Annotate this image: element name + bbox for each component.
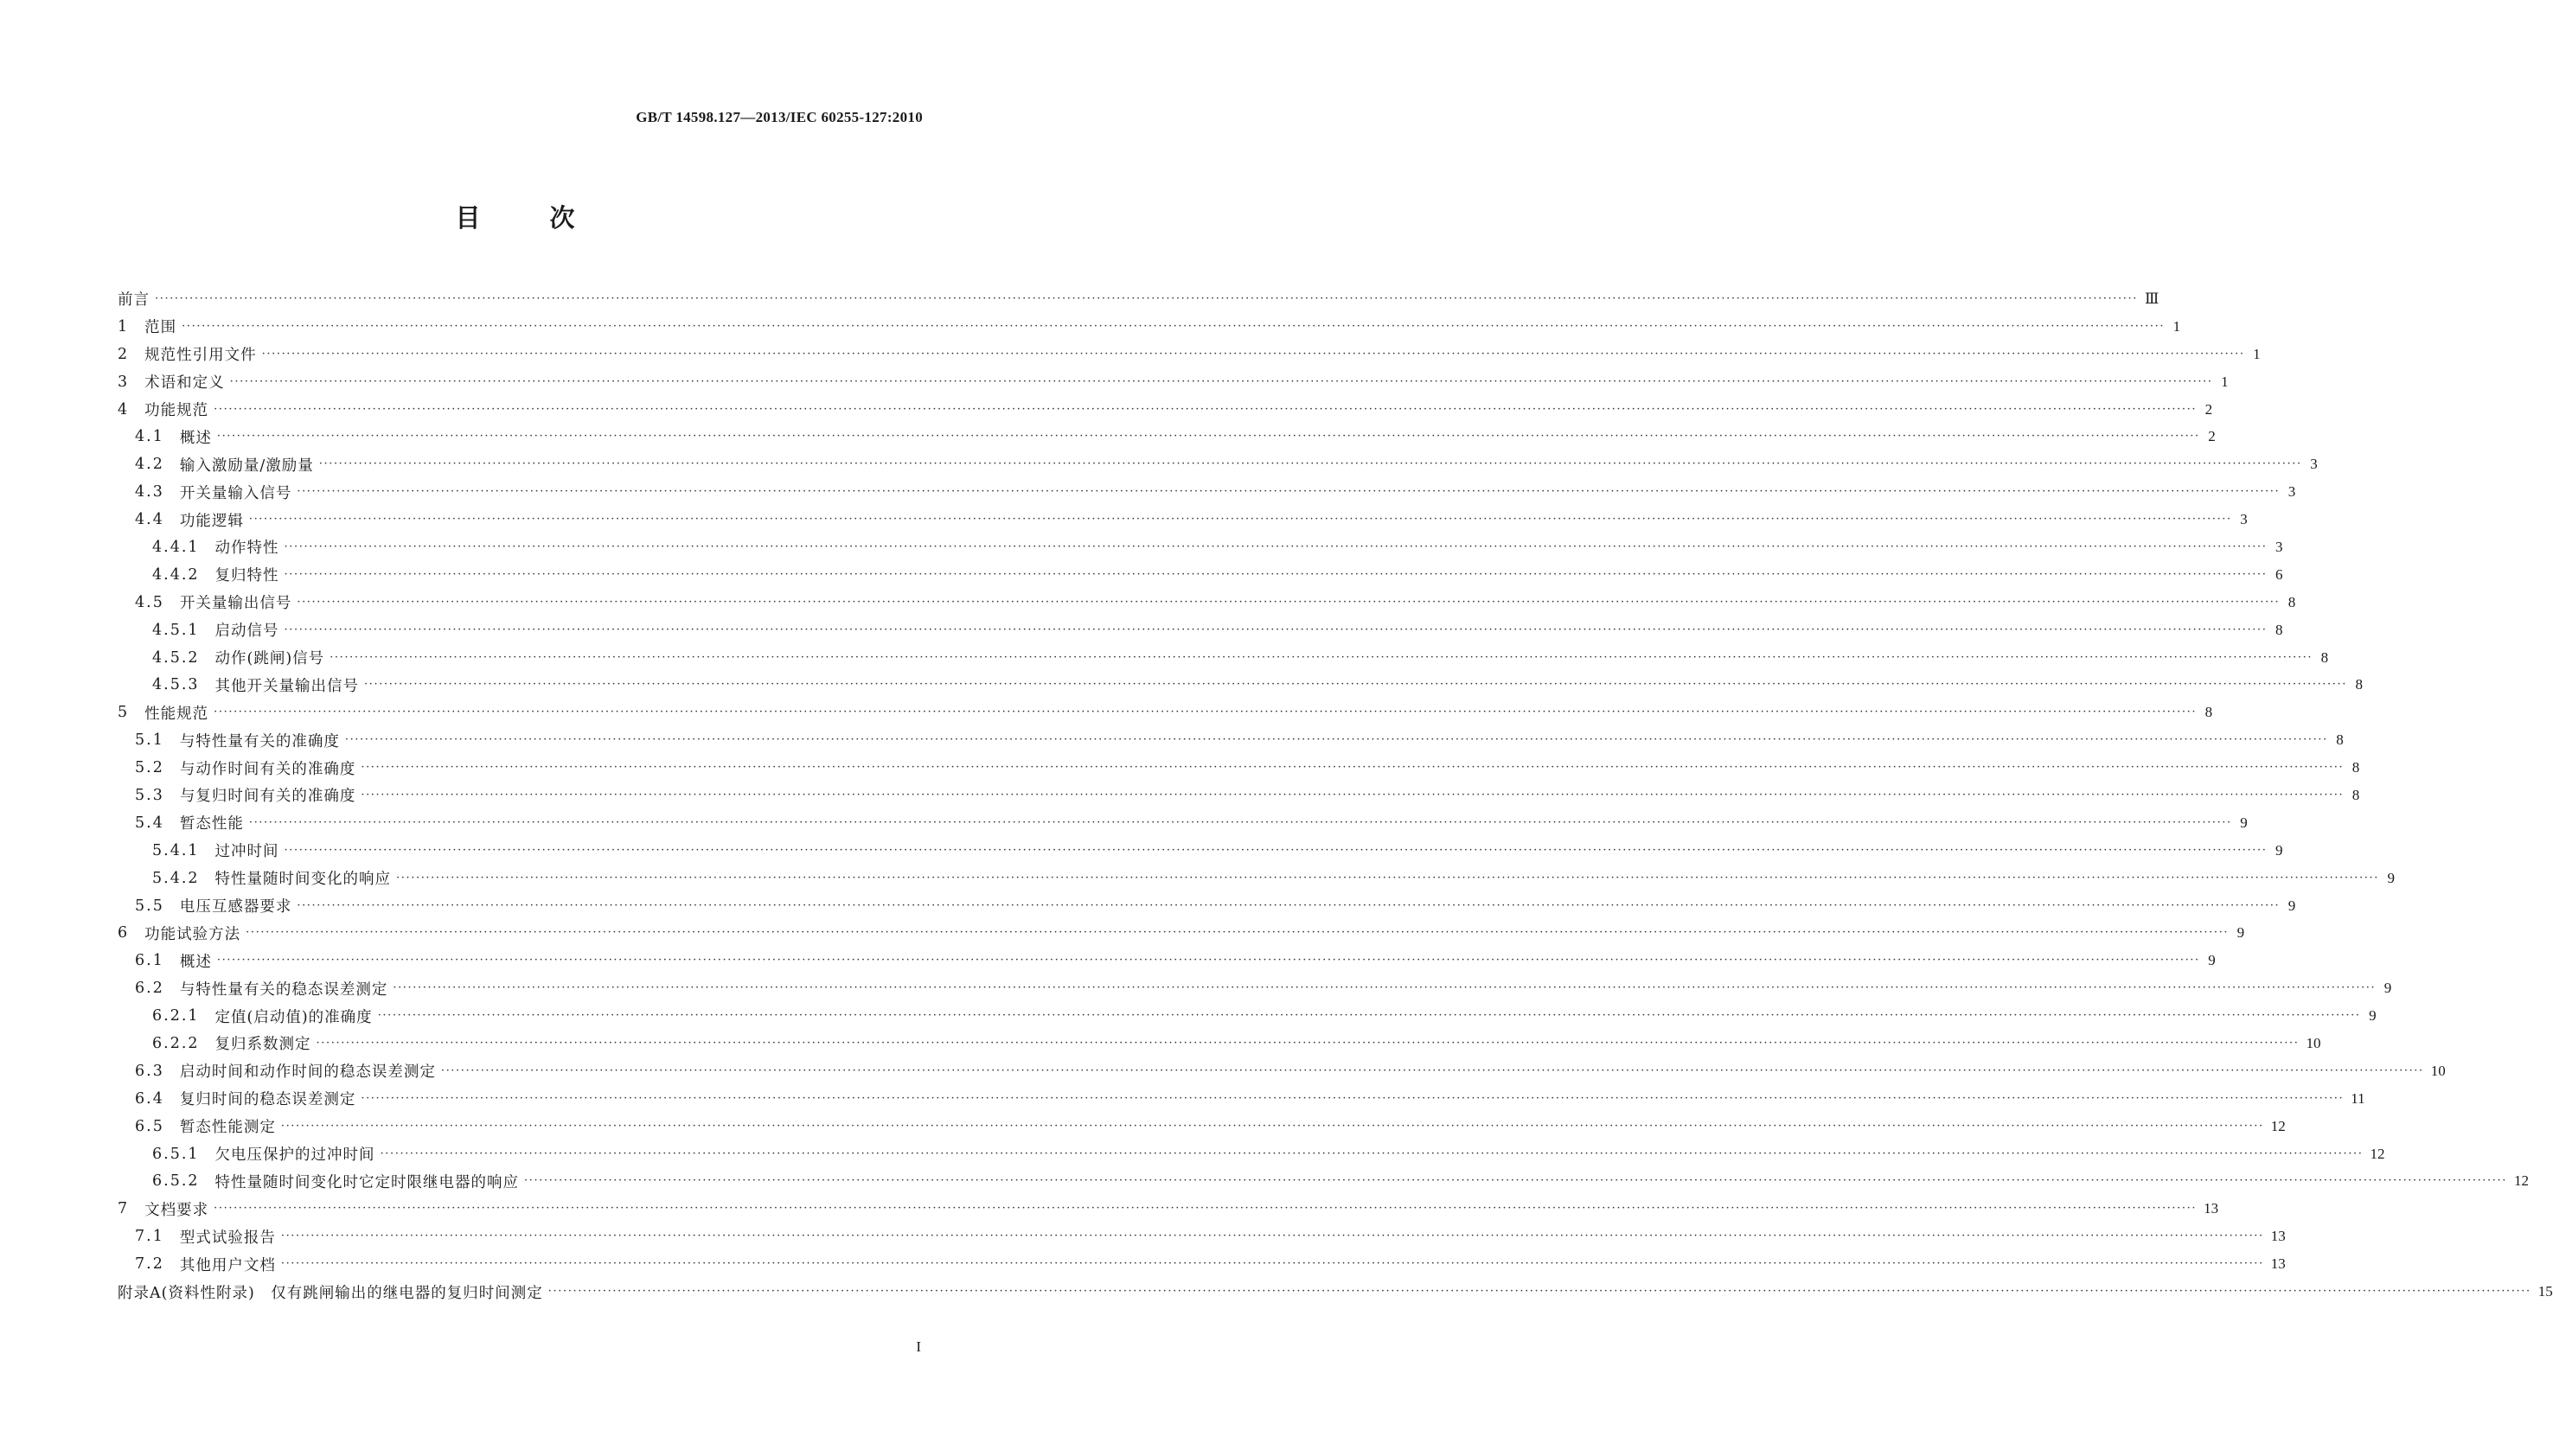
toc-entry-page: 8 bbox=[2204, 704, 2213, 721]
toc-entry-number: 6.2 bbox=[135, 980, 164, 998]
toc-entry-number: 7.1 bbox=[135, 1228, 164, 1246]
toc-entry-label: 过冲时间 bbox=[214, 843, 279, 861]
toc-entry[interactable] bbox=[118, 974, 2392, 1002]
toc-entry-label: 动作特性 bbox=[214, 540, 279, 558]
toc-entry-label: 启动信号 bbox=[214, 623, 279, 641]
toc-entry-number: 6 bbox=[118, 924, 130, 942]
toc-entry-page: 2 bbox=[2204, 400, 2213, 418]
toc-entry[interactable] bbox=[118, 1030, 2321, 1057]
toc-entry-label: 功能逻辑 bbox=[179, 512, 244, 530]
toc-entry-label: 概述 bbox=[179, 429, 212, 447]
toc-entry-number: 4.2 bbox=[135, 456, 164, 474]
toc-entry-number: 5.4.1 bbox=[152, 841, 200, 859]
toc-leader-dots: ················································································································································································································································································································································································································ bbox=[297, 485, 2281, 499]
toc-entry-number: 6.5.2 bbox=[152, 1172, 200, 1191]
toc-entry-page: 9 bbox=[2387, 869, 2395, 886]
toc-entry[interactable] bbox=[118, 506, 2248, 533]
toc-entry[interactable] bbox=[118, 644, 2329, 672]
toc-entry-label: 其他开关量输出信号 bbox=[214, 677, 360, 695]
toc-entry[interactable] bbox=[118, 561, 2283, 589]
toc-entry-page: 8 bbox=[2275, 621, 2283, 638]
toc-entry-number: 6.2.2 bbox=[152, 1034, 200, 1052]
toc-leader-dots: ················································································································································································································································································································································································································ bbox=[248, 815, 2232, 829]
toc-leader-dots: ················································································································································································································································································································································································································ bbox=[344, 733, 2328, 747]
toc-entry-label: 功能试验方法 bbox=[144, 925, 241, 943]
page-title bbox=[0, 199, 1030, 234]
toc-leader-dots: ················································································································································································································································································································································································································ bbox=[214, 1202, 2198, 1216]
toc-entry-label: 附录A(资料性附录) 仅有跳闸输出的继电器的复归时间测定 bbox=[118, 1284, 543, 1302]
toc-entry-label: 范围 bbox=[144, 319, 177, 337]
toc-entry[interactable] bbox=[118, 1168, 2529, 1196]
toc-leader-dots: ················································································································································································································································································································································································································ bbox=[280, 1119, 2264, 1133]
toc-entry[interactable] bbox=[118, 1085, 2365, 1113]
toc-entry[interactable] bbox=[118, 1195, 2219, 1223]
toc-entry-label: 输入激励量/激励量 bbox=[179, 457, 314, 475]
toc-leader-dots: ················································································································································································································································································································································································································ bbox=[330, 650, 2313, 664]
toc-entry[interactable] bbox=[118, 368, 2229, 396]
toc-entry[interactable] bbox=[118, 450, 2318, 478]
toc-entry-page: 1 bbox=[2253, 345, 2261, 362]
toc-entry-number: 6.2.1 bbox=[152, 1007, 200, 1025]
toc-entry[interactable] bbox=[118, 533, 2283, 561]
toc-entry-label: 电压互感器要求 bbox=[179, 898, 292, 916]
toc-entry[interactable] bbox=[118, 1113, 2286, 1140]
toc-entry-label: 其他用户文档 bbox=[179, 1256, 276, 1274]
toc-leader-dots: ················································································································································································································································································································································································································ bbox=[246, 926, 2230, 940]
toc-entry-number: 5.1 bbox=[135, 731, 164, 750]
toc-entry[interactable] bbox=[118, 892, 2296, 920]
toc-entry-page: 9 bbox=[2287, 897, 2296, 914]
table-of-contents bbox=[118, 285, 2553, 1306]
toc-entry-page: 3 bbox=[2275, 538, 2283, 555]
toc-entry-page: 11 bbox=[2351, 1089, 2365, 1107]
toc-entry-number: 5 bbox=[118, 704, 130, 722]
toc-entry-number: 6.3 bbox=[135, 1062, 164, 1080]
toc-leader-dots: ················································································································································································································································································································································································································ bbox=[248, 513, 2232, 527]
toc-leader-dots: ················································································································································································································································································································································································································ bbox=[380, 1146, 2364, 1160]
toc-entry-label: 暂态性能 bbox=[179, 815, 244, 833]
toc-entry-page: 12 bbox=[2370, 1145, 2385, 1162]
toc-entry-label: 与特性量有关的准确度 bbox=[179, 732, 340, 750]
toc-entry-number: 4.5 bbox=[135, 593, 164, 611]
toc-entry[interactable] bbox=[118, 782, 2360, 809]
toc-entry[interactable] bbox=[118, 671, 2363, 699]
toc-entry[interactable] bbox=[118, 809, 2248, 837]
toc-leader-dots: ················································································································································································································································································································································································································ bbox=[316, 1036, 2300, 1050]
toc-leader-dots: ················································································································································································································································································································································································································ bbox=[396, 871, 2379, 884]
toc-entry-label: 概述 bbox=[179, 953, 212, 971]
toc-entry-page: 6 bbox=[2275, 565, 2283, 583]
toc-entry-page: 9 bbox=[2369, 1007, 2377, 1025]
toc-entry-page: 12 bbox=[2513, 1172, 2529, 1190]
toc-entry-number: 6.5.1 bbox=[152, 1145, 200, 1163]
toc-leader-dots: ················································································································································································································································································································································································································ bbox=[216, 430, 2200, 444]
toc-entry-number: 4.5.1 bbox=[152, 621, 200, 639]
toc-entry-number: 5.4 bbox=[135, 814, 164, 832]
toc-leader-dots: ················································································································································································································································································································································································································ bbox=[318, 457, 2302, 471]
toc-entry-label: 性能规范 bbox=[144, 705, 209, 723]
toc-entry-label: 开关量输出信号 bbox=[179, 595, 292, 613]
toc-entry-number: 4.4.2 bbox=[152, 565, 200, 584]
title-char-1: 目 bbox=[455, 203, 481, 233]
toc-leader-dots: ················································································································································································································································································································································································································ bbox=[361, 1091, 2345, 1105]
toc-entry-number: 4.1 bbox=[135, 428, 164, 446]
toc-entry[interactable] bbox=[118, 396, 2213, 424]
toc-entry-page: 8 bbox=[2351, 786, 2360, 803]
toc-entry-label: 特性量随时间变化的响应 bbox=[214, 871, 392, 889]
toc-entry[interactable] bbox=[118, 754, 2360, 782]
toc-entry-number: 7 bbox=[118, 1200, 130, 1218]
toc-entry-page: Ⅲ bbox=[2144, 290, 2159, 307]
toc-entry-number: 5.2 bbox=[135, 759, 164, 777]
toc-entry-label: 与特性量有关的稳态误差测定 bbox=[179, 980, 388, 999]
toc-entry-number: 3 bbox=[118, 373, 130, 391]
toc-entry[interactable] bbox=[118, 865, 2395, 892]
toc-leader-dots: ················································································································································································································································································································································································································ bbox=[284, 843, 2268, 857]
toc-entry[interactable] bbox=[118, 616, 2283, 644]
toc-entry-page: 13 bbox=[2270, 1228, 2286, 1245]
toc-entry-label: 启动时间和动作时间的稳态误差测定 bbox=[179, 1063, 436, 1082]
toc-leader-dots: ················································································································································································································································································································································································································ bbox=[297, 898, 2281, 912]
toc-leader-dots: ················································································································································································································································································································································································································ bbox=[393, 981, 2377, 995]
toc-leader-dots: ················································································································································································································································································································································································································ bbox=[547, 1285, 2531, 1298]
toc-entry[interactable] bbox=[118, 699, 2213, 726]
toc-entry-label: 复归特性 bbox=[214, 567, 279, 585]
toc-entry-page: 3 bbox=[2240, 511, 2248, 528]
toc-entry-label: 动作(跳闸)信号 bbox=[214, 650, 325, 668]
toc-entry-label: 特性量随时间变化时它定时限继电器的响应 bbox=[214, 1173, 520, 1191]
toc-entry-label: 暂态性能测定 bbox=[179, 1119, 276, 1137]
toc-entry-number: 4.5.2 bbox=[152, 648, 200, 667]
toc-entry-page: 10 bbox=[2306, 1034, 2321, 1051]
toc-leader-dots: ················································································································································································································································································································································································································ bbox=[284, 623, 2268, 636]
toc-entry-page: 8 bbox=[2351, 759, 2360, 776]
toc-entry[interactable] bbox=[118, 837, 2283, 865]
toc-leader-dots: ················································································································································································································································································································································································································ bbox=[280, 1257, 2264, 1271]
toc-entry-number: 4.4 bbox=[135, 511, 164, 529]
toc-entry-label: 与复归时间有关的准确度 bbox=[179, 788, 356, 806]
toc-entry-number: 1 bbox=[118, 317, 130, 335]
toc-entry-page: 2 bbox=[2208, 428, 2216, 445]
toc-leader-dots: ················································································································································································································································································································································································································ bbox=[261, 347, 2245, 361]
toc-entry[interactable] bbox=[118, 1223, 2286, 1250]
toc-leader-dots: ················································································································································································································································································································································································································ bbox=[280, 1229, 2264, 1243]
toc-entry-label: 术语和定义 bbox=[144, 374, 225, 393]
toc-entry-page: 12 bbox=[2270, 1117, 2286, 1134]
toc-leader-dots: ················································································································································································································································································································································································································ bbox=[361, 788, 2345, 801]
toc-entry-number: 5.5 bbox=[135, 897, 164, 915]
toc-leader-dots: ················································································································································································································································································································································································································ bbox=[377, 1009, 2361, 1023]
toc-entry-number: 6.4 bbox=[135, 1089, 164, 1108]
toc-entry-page: 8 bbox=[2287, 593, 2296, 610]
toc-entry-label: 文档要求 bbox=[144, 1201, 209, 1219]
toc-leader-dots: ················································································································································································································································································································································································································ bbox=[216, 954, 2200, 967]
toc-leader-dots: ················································································································································································································································································································································································································ bbox=[182, 319, 2166, 333]
toc-entry-page: 13 bbox=[2270, 1255, 2286, 1273]
toc-entry[interactable] bbox=[118, 589, 2296, 616]
toc-entry-number: 4.3 bbox=[135, 483, 164, 501]
toc-entry[interactable] bbox=[118, 726, 2344, 754]
toc-entry-page: 1 bbox=[2172, 317, 2181, 335]
toc-entry-page: 10 bbox=[2430, 1062, 2446, 1079]
toc-entry-page: 3 bbox=[2310, 456, 2318, 473]
toc-entry-number: 4.4.1 bbox=[152, 538, 200, 556]
toc-entry-number: 5.3 bbox=[135, 786, 164, 804]
toc-entry-number: 5.4.2 bbox=[152, 869, 200, 887]
toc-entry-page: 13 bbox=[2204, 1200, 2219, 1217]
toc-entry[interactable] bbox=[118, 478, 2296, 506]
toc-entry-number: 6.1 bbox=[135, 952, 164, 970]
toc-entry-page: 1 bbox=[2221, 373, 2229, 390]
toc-leader-dots: ················································································································································································································································································································································································································ bbox=[214, 706, 2198, 719]
toc-leader-dots: ················································································································································································································································································································································································································ bbox=[284, 567, 2268, 581]
toc-entry-label: 与动作时间有关的准确度 bbox=[179, 760, 356, 778]
toc-entry-number: 4 bbox=[118, 400, 130, 418]
toc-entry-label: 前言 bbox=[118, 291, 150, 310]
toc-entry[interactable] bbox=[118, 423, 2216, 450]
standard-id: GB/T 14598.127—2013/IEC 60255-127:2010 bbox=[636, 109, 923, 125]
toc-entry[interactable] bbox=[118, 1250, 2286, 1278]
toc-entry-page: 3 bbox=[2287, 483, 2296, 501]
toc-leader-dots: ················································································································································································································································································································································································································ bbox=[361, 761, 2345, 775]
toc-entry-label: 欠电压保护的过冲时间 bbox=[214, 1146, 375, 1165]
title-char-2: 次 bbox=[549, 203, 575, 233]
toc-entry[interactable] bbox=[118, 1278, 2553, 1306]
toc-leader-dots: ················································································································································································································································································································································································································ bbox=[214, 402, 2198, 416]
toc-entry[interactable] bbox=[118, 285, 2159, 313]
toc-leader-dots: ················································································································································································································································································································································································································ bbox=[364, 678, 2347, 692]
toc-entry-number: 7.2 bbox=[135, 1255, 164, 1274]
toc-entry-label: 定值(启动值)的准确度 bbox=[214, 1008, 373, 1026]
toc-entry-page: 9 bbox=[2208, 952, 2216, 969]
toc-entry[interactable] bbox=[118, 1057, 2446, 1085]
toc-entry[interactable] bbox=[118, 1140, 2385, 1168]
toc-entry[interactable] bbox=[118, 919, 2245, 947]
toc-entry[interactable] bbox=[118, 1002, 2377, 1030]
toc-entry-page: 8 bbox=[2336, 731, 2344, 749]
toc-entry-page: 9 bbox=[2383, 980, 2392, 997]
toc-entry[interactable] bbox=[118, 313, 2181, 341]
toc-leader-dots: ················································································································································································································································································································································································································ bbox=[524, 1174, 2507, 1188]
toc-leader-dots: ················································································································································································································································································································································································································ bbox=[440, 1063, 2424, 1077]
toc-leader-dots: ················································································································································································································································································································································································································ bbox=[155, 291, 2138, 305]
toc-entry-page: 9 bbox=[2236, 924, 2245, 942]
toc-entry[interactable] bbox=[118, 341, 2261, 368]
toc-leader-dots: ················································································································································································································································································································································································································ bbox=[284, 540, 2268, 553]
toc-entry-label: 复归时间的稳态误差测定 bbox=[179, 1091, 356, 1109]
toc-entry-number: 2 bbox=[118, 345, 130, 363]
toc-entry-label: 功能规范 bbox=[144, 402, 209, 419]
toc-entry-number: 6.5 bbox=[135, 1117, 164, 1135]
toc-entry-label: 规范性引用文件 bbox=[144, 347, 257, 365]
page-number: I bbox=[916, 1338, 921, 1355]
toc-entry[interactable] bbox=[118, 947, 2216, 974]
toc-entry-page: 15 bbox=[2537, 1283, 2553, 1300]
toc-entry-page: 8 bbox=[2320, 648, 2329, 666]
toc-entry-page: 8 bbox=[2355, 676, 2363, 693]
toc-entry-page: 9 bbox=[2240, 814, 2248, 831]
toc-entry-page: 9 bbox=[2275, 841, 2283, 859]
toc-leader-dots: ················································································································································································································································································································································································································ bbox=[297, 595, 2281, 609]
toc-leader-dots: ················································································································································································································································································································································································································ bbox=[229, 374, 2213, 388]
toc-entry-number: 4.5.3 bbox=[152, 676, 200, 694]
toc-entry-label: 型式试验报告 bbox=[179, 1229, 276, 1247]
toc-entry-label: 开关量输入信号 bbox=[179, 484, 292, 502]
toc-entry-label: 复归系数测定 bbox=[214, 1036, 311, 1054]
